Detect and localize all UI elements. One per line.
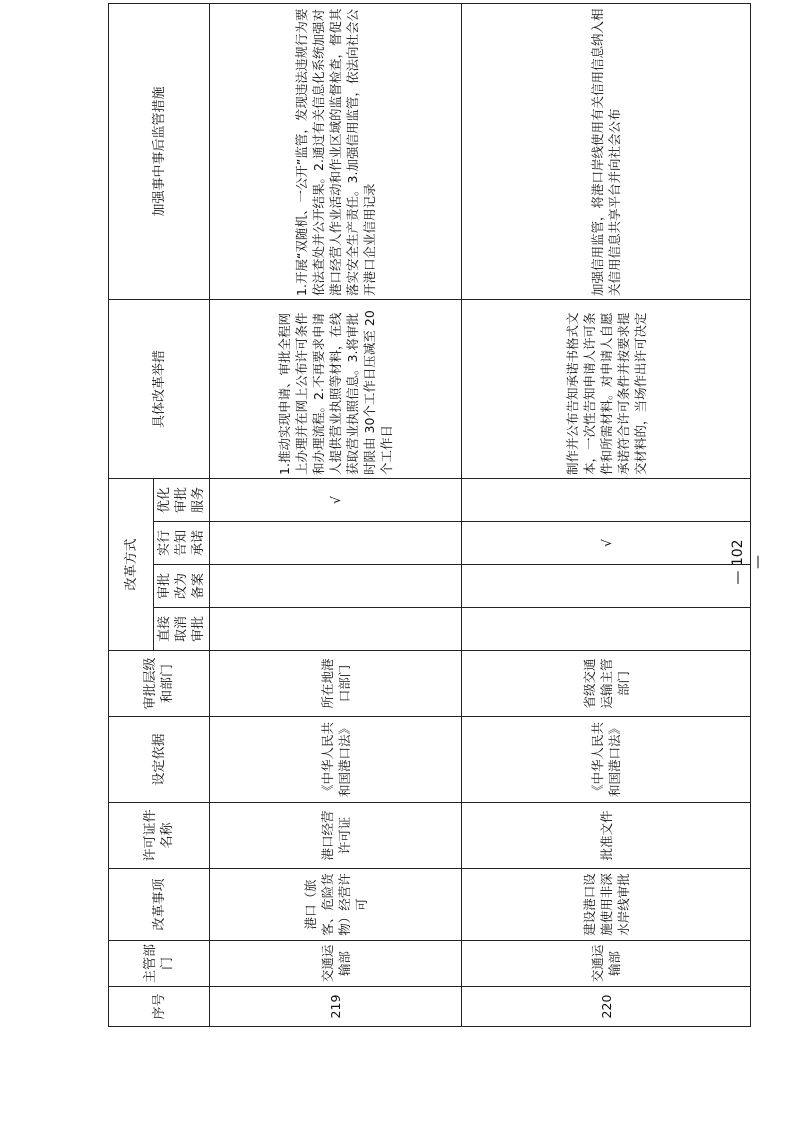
header-mode-record: 审批改为备案 <box>154 565 210 608</box>
rotated-table-wrapper <box>108 8 742 1027</box>
header-basis: 设定依据 <box>109 717 210 803</box>
cell-item: 港口（旅客、危险货物）经营许可 <box>210 869 462 941</box>
table-row <box>462 3 751 1026</box>
header-mode-optimize: 优化审批服务 <box>154 478 210 521</box>
cell-dept: 交通运输部 <box>210 941 462 987</box>
header-item: 改革事项 <box>109 869 210 941</box>
cell-cancel <box>210 608 462 651</box>
cell-cancel <box>462 608 751 651</box>
header-measures: 具体改革举措 <box>109 299 210 478</box>
cell-level: 所在地港口部门 <box>210 651 462 717</box>
header-dept: 主管部门 <box>109 941 210 987</box>
cell-measures: 1.推动实现申请、审批全程网上办理并在网上公布许可条件和办理流程。2.不再要求申请人提供营业执照等材料，在线获取营业执照信息。3.将审批时限由 30个工作日压减至 20个工作日 <box>210 299 462 478</box>
cell-seq: 219 <box>210 987 462 1027</box>
header-supervision: 加强事中事后监管措施 <box>109 3 210 299</box>
header-level: 审批层级和部门 <box>109 651 210 717</box>
cell-notify: √ <box>462 522 751 565</box>
table-row <box>210 3 462 1026</box>
table-frame <box>108 8 742 1027</box>
reform-table <box>108 3 766 1027</box>
cell-seq: 220 <box>462 987 751 1027</box>
header-mode-notify: 实行告知承诺 <box>154 522 210 565</box>
cell-level: 省级交通运输主管部门 <box>462 651 751 717</box>
cell-license: 港口经营许可证 <box>210 803 462 869</box>
cell-optimize: √ <box>210 478 462 521</box>
header-seq: 序号 <box>109 987 210 1027</box>
header-mode-cancel: 直接取消审批 <box>154 608 210 651</box>
cell-notify <box>210 522 462 565</box>
cell-license: 批准文件 <box>462 803 751 869</box>
header-license: 许可证件名称 <box>109 803 210 869</box>
page-number: — 102 — <box>730 539 766 585</box>
cell-basis: 《中华人民共和国港口法》 <box>462 717 751 803</box>
cell-dept: 交通运输部 <box>462 941 751 987</box>
cell-supervision: 加强信用监管，将港口岸线使用有关信用信息纳入相关信用信息共享平台并向社会公布 <box>462 3 751 299</box>
cell-optimize <box>462 478 751 521</box>
cell-measures: 制作并公布告知承诺书格式文本，一次性告知申请人许可条件和所需材料。对申请人自愿承诺符合许可条件并按要求提交材料的，当场作出许可决定 <box>462 299 751 478</box>
cell-basis: 《中华人民共和国港口法》 <box>210 717 462 803</box>
cell-record <box>462 565 751 608</box>
header-mode: 改革方式 <box>109 478 154 650</box>
cell-supervision: 1.开展“双随机、一公开”监管，发现违法违规行为要依法查处并公开结果。2.通过有关信息化系统加强对港口经营人作业活动和作业区域的监督检查，督促其落实安全生产责任。3.加强信用监管，依法向社会公开港口企业信用记录 <box>210 3 462 299</box>
cell-item: 建设港口设施使用非深水岸线审批 <box>462 869 751 941</box>
cell-record <box>210 565 462 608</box>
